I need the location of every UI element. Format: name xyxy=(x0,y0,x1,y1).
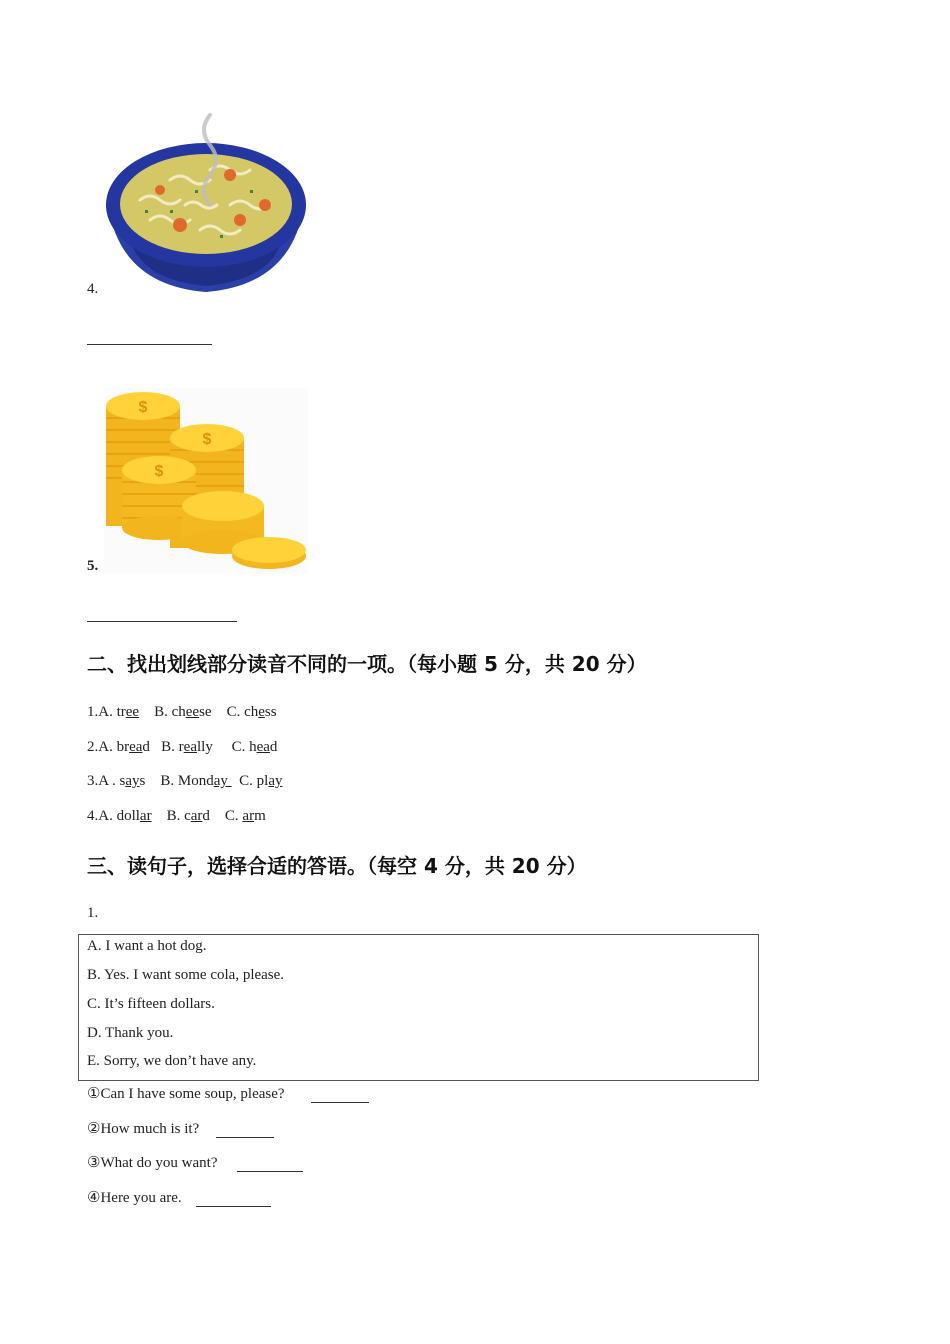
option-b: B. Yes. I want some cola, please. xyxy=(87,967,285,983)
question-row: 4.A. dollar B. card C. arm xyxy=(87,808,266,824)
gold-coins-stack-icon xyxy=(104,388,308,574)
question-row: 2.A. bread B. really C. head xyxy=(87,739,278,755)
question-row: 1.A. tree B. cheese C. chess xyxy=(87,704,277,720)
dialog-question-3: ③What do you want? xyxy=(87,1153,221,1173)
svg-text:$: $ xyxy=(138,399,148,416)
section-3-number: 1. xyxy=(87,905,99,921)
svg-text:$: $ xyxy=(202,431,212,448)
dialog-question-1: ①Can I have some soup, please? xyxy=(87,1084,288,1104)
answer-blank[interactable] xyxy=(237,1171,303,1172)
picture-4-number: 4. xyxy=(87,281,99,297)
dialog-question-2: ②How much is it? xyxy=(87,1119,203,1139)
question-row: 3.A . says B. Monday C. play xyxy=(87,773,283,789)
answer-blank[interactable] xyxy=(216,1137,274,1138)
dialog-question-4: ④Here you are. xyxy=(87,1188,185,1208)
answer-blank-5[interactable] xyxy=(87,621,237,622)
answer-options-box xyxy=(78,934,759,1081)
svg-text:$: $ xyxy=(154,463,164,480)
option-e: E. Sorry, we don’t have any. xyxy=(87,1053,257,1069)
section-3-heading: 三、读句子，选择合适的答语。（每空 4 分，共 20 分） xyxy=(87,854,587,878)
picture-5-number: 5. xyxy=(87,558,99,574)
answer-blank[interactable] xyxy=(311,1102,369,1103)
option-d: D. Thank you. xyxy=(87,1025,174,1041)
option-c: C. It’s fifteen dollars. xyxy=(87,996,215,1012)
noodle-soup-bowl-icon xyxy=(100,110,312,296)
section-2-heading: 二、找出划线部分读音不同的一项。（每小题 5 分，共 20 分） xyxy=(87,652,647,676)
answer-blank-4[interactable] xyxy=(87,344,212,345)
answer-blank[interactable] xyxy=(196,1206,271,1207)
option-a: A. I want a hot dog. xyxy=(87,938,207,954)
